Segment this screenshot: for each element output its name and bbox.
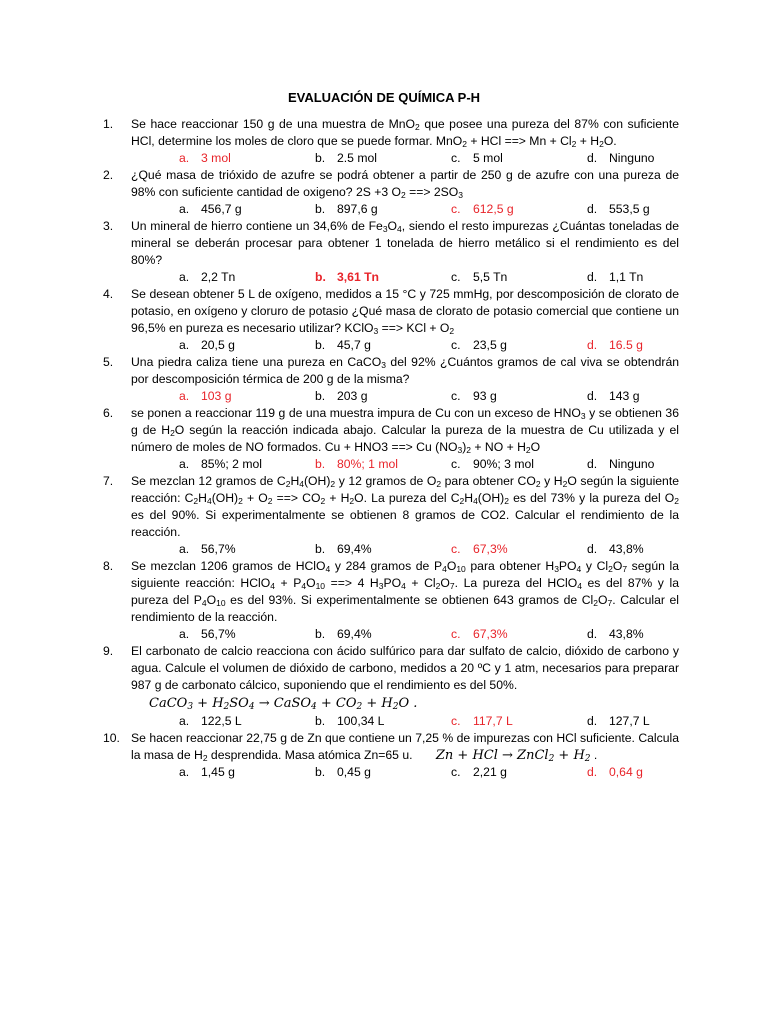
option-text: 0,45 g <box>337 765 371 779</box>
question-item <box>103 405 679 473</box>
answer-option <box>315 764 371 781</box>
option-text: 20,5 g <box>201 338 235 352</box>
option-text: 69,4% <box>337 542 372 556</box>
answer-option <box>315 269 379 286</box>
answer-option <box>179 388 232 405</box>
option-label: b. <box>315 457 326 471</box>
question-item <box>103 354 679 405</box>
answer-option <box>315 456 398 473</box>
answer-option <box>315 150 377 167</box>
option-text: 122,5 L <box>201 714 242 728</box>
option-text: 90%; 3 mol <box>473 457 534 471</box>
answer-option <box>451 626 508 643</box>
option-text: 80%; 1 mol <box>337 457 398 471</box>
answer-option <box>451 456 534 473</box>
answer-option <box>315 337 371 354</box>
reaction-equation: Zn + HCl → ZnCl$_2$ + $H_2$ <box>435 748 591 764</box>
option-text: 45,7 g <box>337 338 371 352</box>
answer-option <box>587 456 654 473</box>
document-title: EVALUACIÓN DE QUÍMICA P-H <box>287 90 481 105</box>
question-text: Se hace reaccionar 150 g de una muestra de MnO$_2$ que posee una pureza del 87% con suficiente HCl, determine los moles de cloro que se puede formar. MnO$_2$ + HCl ==> $Mn + Cl_2 + H_2O$. <box>131 117 679 149</box>
option-label: c. <box>451 714 461 728</box>
option-text: 2.5 mol <box>337 151 377 165</box>
option-label: a. <box>179 202 190 216</box>
question-text: Se desean obtener 5 L de oxígeno, medidos a 15 °C y 725 mmHg, por descomposición de clorato de potasio, en oxígeno y cloruro de potasio ¿Qué masa de clorato de potasio comercial que contiene un 96,5% en pureza es necesario utilizar? KClO$_3$ ==> KCl + $O_2$ <box>131 287 679 336</box>
option-label: b. <box>315 389 326 403</box>
option-label: a. <box>179 151 190 165</box>
question-text: Se mezclan 1206 gramos de HClO$_4$ y 284 gramos de $P_4O_{10}$ para obtener $H_3PO_4$ y $Cl_2O_7$ según la siguiente reacción: HClO$_4$ + $P_4O_{10}$ ==> 4 $H_3PO_4 + Cl_2O_7$. La pureza del HClO$_4$ es del 87% y la pureza del $P_4O_{10}$ es del 93%. Si experimentalmente se obtienen 643 gramos de $Cl_2O_7$. Calcular el rendimiento de la reacción. <box>131 559 679 624</box>
option-label: b. <box>315 270 326 284</box>
option-text: 3 mol <box>201 151 231 165</box>
option-text: 43,8% <box>609 542 644 556</box>
answer-option <box>179 201 242 218</box>
option-text: 2,2 Tn <box>201 270 236 284</box>
option-label: a. <box>179 714 190 728</box>
answer-option <box>451 388 497 405</box>
answer-option <box>587 201 650 218</box>
option-text: 127,7 L <box>609 714 650 728</box>
answer-option <box>587 150 654 167</box>
option-label: d. <box>587 270 598 284</box>
option-text: 93 g <box>473 389 497 403</box>
answer-option <box>179 337 235 354</box>
option-label: c. <box>451 542 461 556</box>
question-text: ¿Qué masa de trióxido de azufre se podrá obtener a partir de 250 g de azufre con una pureza de 98% con suficiente cantidad de oxigeno? 2S +3 $O_2$ ==> $2SO_3$ <box>131 168 679 200</box>
answer-option <box>451 764 507 781</box>
answer-option <box>587 626 644 643</box>
answer-option <box>587 269 643 286</box>
option-text: 1,1 Tn <box>609 270 644 284</box>
option-text: 143 g <box>609 389 640 403</box>
answer-option <box>179 269 235 286</box>
option-label: a. <box>179 542 190 556</box>
answer-options <box>131 150 679 167</box>
question-list <box>103 116 679 781</box>
answer-options <box>131 764 679 781</box>
option-label: d. <box>587 627 598 641</box>
question-number: 2. <box>103 168 114 182</box>
option-text: 85%; 2 mol <box>201 457 262 471</box>
option-label: a. <box>179 270 190 284</box>
option-label: d. <box>587 542 598 556</box>
question-item <box>103 286 679 354</box>
answer-option <box>451 269 507 286</box>
question-item <box>103 473 679 558</box>
option-label: c. <box>451 338 461 352</box>
option-text: 100,34 L <box>337 714 385 728</box>
question-item <box>103 558 679 643</box>
option-label: b. <box>315 627 326 641</box>
answer-option <box>587 388 640 405</box>
option-text: 203 g <box>337 389 368 403</box>
option-text: 103 g <box>201 389 232 403</box>
option-text: 43,8% <box>609 627 644 641</box>
option-text: 23,5 g <box>473 338 507 352</box>
option-text: Ninguno <box>609 151 655 165</box>
question-text: El carbonato de calcio reacciona con ácido sulfúrico para dar sulfato de calcio, dióxido de carbono y agua. Calcule el volumen de dióxido de carbono, medidos a 20 ºC y 1 atm, necesarios para preparar 987 g de carbonato cálcico, suponiendo que el rendimiento es del 50%. <box>131 644 679 692</box>
answer-option <box>179 541 236 558</box>
option-label: a. <box>179 389 190 403</box>
question-number: 4. <box>103 287 114 301</box>
option-label: d. <box>587 202 598 216</box>
question-text: se ponen a reaccionar 119 g de una muestra impura de Cu con un exceso de $HNO_3$ y se obtienen 36 g de $H_2O$ según la reacción indicada abajo. Calcular la pureza de la muestra de Cu utilizada y el número de moles de NO formados. Cu + HNO3 ==> Cu $(NO_3)_2$ + NO + $H_2O$ <box>131 406 679 455</box>
answer-option <box>315 541 372 558</box>
answer-option <box>315 201 378 218</box>
answer-options <box>131 713 679 730</box>
answer-option <box>315 626 372 643</box>
option-text: 553,5 g <box>609 202 650 216</box>
option-label: d. <box>587 151 598 165</box>
answer-options <box>131 626 679 643</box>
answer-options <box>131 269 679 286</box>
option-text: 2,21 g <box>473 765 507 779</box>
answer-options <box>131 337 679 354</box>
option-text: 612,5 g <box>473 202 514 216</box>
question-number: 6. <box>103 406 114 420</box>
answer-option <box>179 456 262 473</box>
question-item <box>103 167 679 218</box>
option-label: b. <box>315 765 326 779</box>
answer-option <box>179 150 231 167</box>
option-label: c. <box>451 151 461 165</box>
option-label: b. <box>315 338 326 352</box>
question-item <box>103 730 679 781</box>
option-text: Ninguno <box>609 457 655 471</box>
option-label: c. <box>451 457 461 471</box>
option-text: 0,64 g <box>609 765 643 779</box>
answer-option <box>315 713 384 730</box>
answer-options <box>131 388 679 405</box>
answer-option <box>179 713 242 730</box>
question-number: 7. <box>103 474 114 488</box>
answer-option <box>451 201 514 218</box>
answer-option <box>451 541 508 558</box>
answer-option <box>451 337 507 354</box>
option-label: b. <box>315 151 326 165</box>
question-item <box>103 643 679 730</box>
option-label: d. <box>587 389 598 403</box>
option-text: 16.5 g <box>609 338 643 352</box>
question-number: 3. <box>103 219 114 233</box>
option-label: a. <box>179 765 190 779</box>
answer-options <box>131 201 679 218</box>
option-text: 3,61 Tn <box>337 270 379 284</box>
question-number: 1. <box>103 117 114 131</box>
answer-option <box>587 764 643 781</box>
option-text: 67,3% <box>473 627 508 641</box>
option-label: a. <box>179 457 190 471</box>
option-text: 56,7% <box>201 542 236 556</box>
answer-option <box>587 541 644 558</box>
option-text: 67,3% <box>473 542 508 556</box>
answer-option <box>587 713 650 730</box>
question-item <box>103 218 679 286</box>
option-text: 56,7% <box>201 627 236 641</box>
option-text: 5,5 Tn <box>473 270 508 284</box>
question-text: Una piedra caliza tiene una pureza en CaCO$_3$ del 92% ¿Cuántos gramos de cal viva se obtendrán por descomposición térmica de 200 g de la misma? <box>131 355 679 386</box>
answer-option <box>451 713 513 730</box>
option-text: 69,4% <box>337 627 372 641</box>
option-label: d. <box>587 765 598 779</box>
option-label: c. <box>451 627 461 641</box>
option-label: d. <box>587 338 598 352</box>
answer-option <box>179 764 235 781</box>
option-label: d. <box>587 714 598 728</box>
option-label: d. <box>587 457 598 471</box>
option-label: c. <box>451 270 461 284</box>
option-label: c. <box>451 765 461 779</box>
question-text: Se mezclan 12 gramos de $C_2H_4(OH)_2$ y 12 gramos de $O_2$ para obtener $CO_2$ y $H_2O$ según la siguiente reacción: $C_2H_4(OH)_2 + O_2$ ==> $CO_2 + H_2O$. La pureza del $C_2H_4(OH)_2$ es del 73% y la pureza del $O_2$ es del 90%. Si experimentalmente se obtienen 8 gramos de CO2. Calcular el rendimiento de la reacción. <box>131 474 680 539</box>
option-label: a. <box>179 627 190 641</box>
option-label: c. <box>451 389 461 403</box>
question-number: 9. <box>103 644 114 658</box>
option-text: 1,45 g <box>201 765 235 779</box>
answer-options <box>131 456 679 473</box>
option-label: a. <box>179 338 190 352</box>
equation-suffix: . <box>409 696 418 711</box>
question-number: 5. <box>103 355 114 369</box>
question-item <box>103 116 679 167</box>
option-label: b. <box>315 714 326 728</box>
answer-option <box>315 388 368 405</box>
option-text: 5 mol <box>473 151 503 165</box>
answer-option <box>179 626 236 643</box>
answer-options <box>131 541 679 558</box>
option-text: 897,6 g <box>337 202 378 216</box>
option-text: 117,7 L <box>473 714 513 728</box>
question-text: Un mineral de hierro contiene un 34,6% de $Fe_3O_4$, siendo el resto impurezas ¿Cuántas toneladas de mineral se deberán procesar para obtener 1 tonelada de hierro metálico si el rendimiento es del 80%? <box>131 219 679 267</box>
reaction-equation: CaCO$_3$ + $H_2SO_4$ → CaSO$_4$ + $CO_2 + H_2O$ . <box>149 696 418 712</box>
answer-option <box>587 337 643 354</box>
option-label: c. <box>451 202 461 216</box>
option-text: 456,7 g <box>201 202 242 216</box>
answer-option <box>451 150 503 167</box>
question-number: 8. <box>103 559 114 573</box>
question-text: Se hacen reaccionar 22,75 g de Zn que contiene un 7,25 % de impurezas con HCl suficiente. Calcula la masa de $H_2$ desprendida. Masa atómica Zn=65 u. Zn + HCl → ZnCl$_2$ + $H_2$ . <box>131 731 679 764</box>
option-label: b. <box>315 202 326 216</box>
question-number: 10. <box>103 731 120 745</box>
equation-suffix: . <box>590 748 598 762</box>
option-label: b. <box>315 542 326 556</box>
